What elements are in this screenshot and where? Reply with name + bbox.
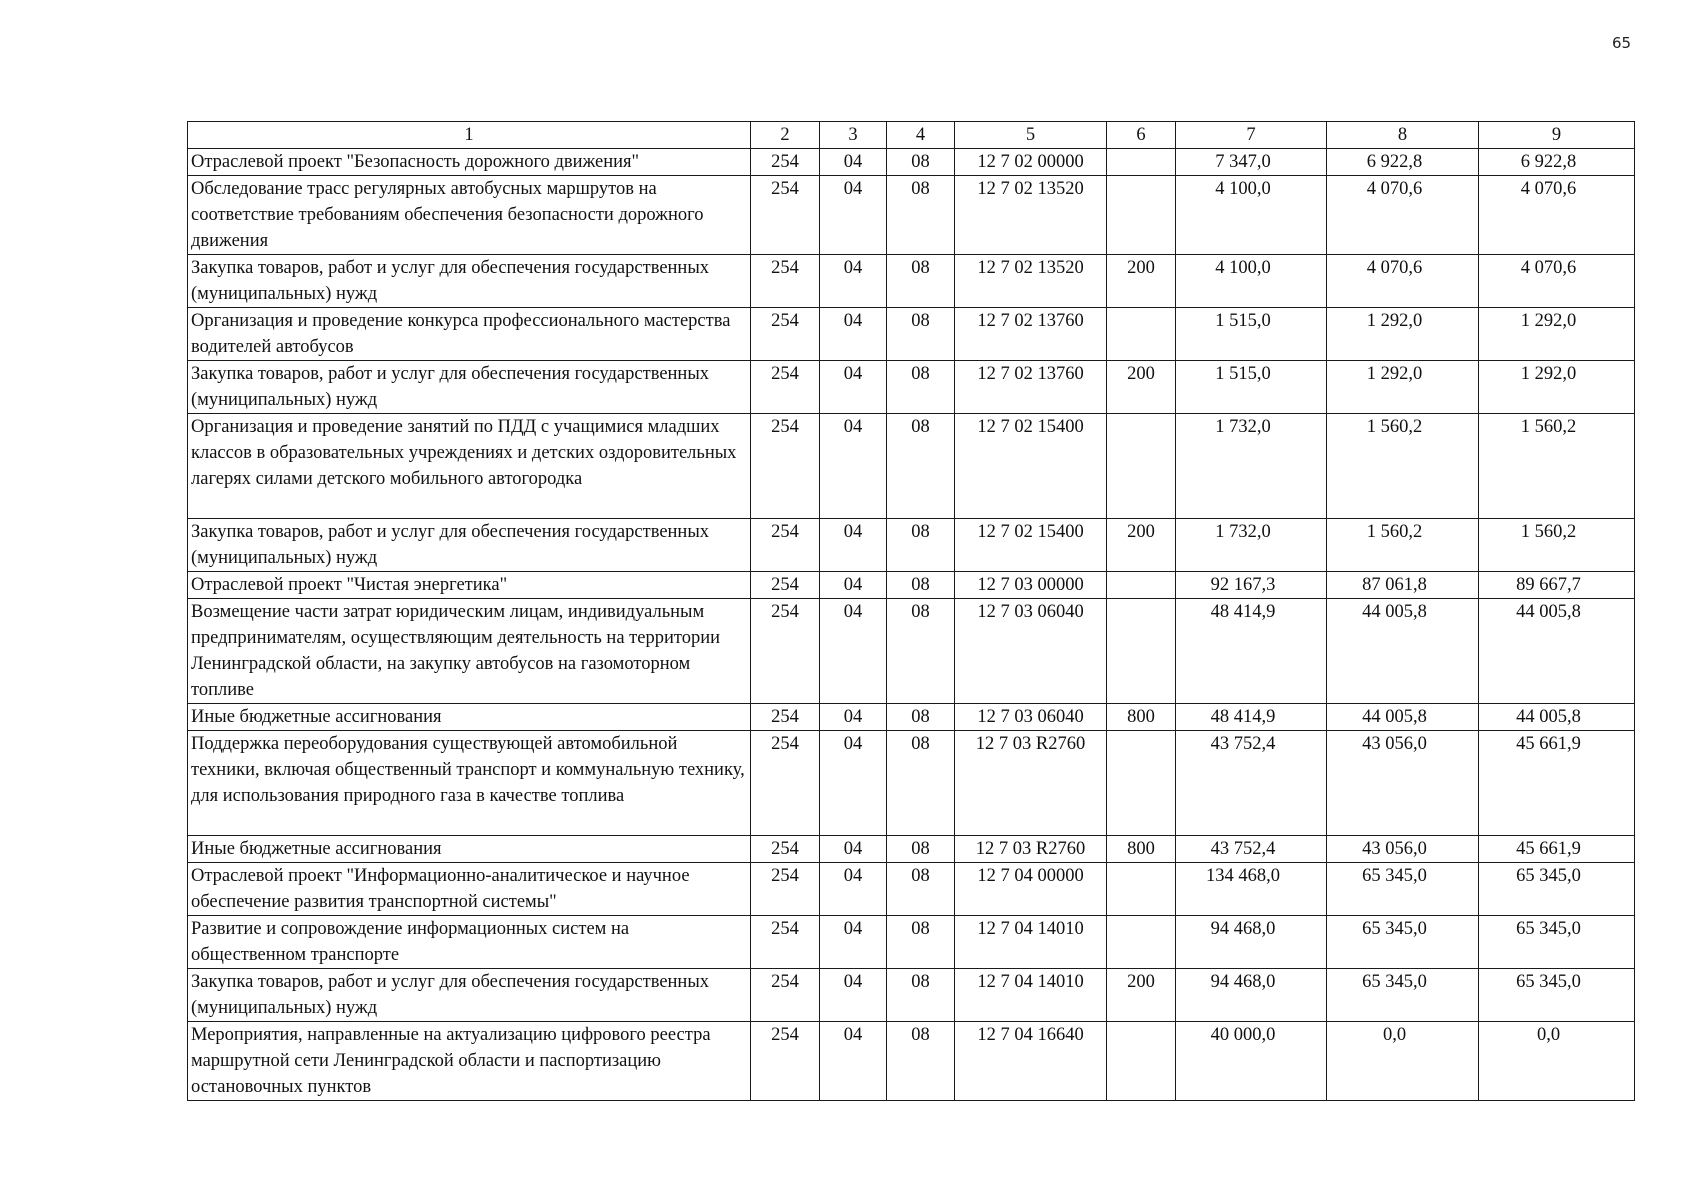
target-article-code: 12 7 03 R2760 bbox=[955, 836, 1107, 863]
expense-type-code bbox=[1107, 308, 1176, 361]
item-name: Отраслевой проект "Информационно-аналитическое и научное обеспечение развития транспортной системы" bbox=[188, 863, 751, 916]
amount-col9: 1 560,2 bbox=[1479, 519, 1635, 572]
table-row bbox=[188, 863, 1635, 916]
table-row bbox=[188, 572, 1635, 599]
section-code: 04 bbox=[820, 149, 887, 176]
amount-col9: 4 070,6 bbox=[1479, 176, 1635, 255]
column-header: 6 bbox=[1107, 122, 1176, 149]
amount-col8: 1 292,0 bbox=[1327, 308, 1479, 361]
page-number: 65 bbox=[1612, 34, 1632, 52]
subsection-code: 08 bbox=[887, 255, 955, 308]
ministry-code: 254 bbox=[751, 519, 820, 572]
item-name: Закупка товаров, работ и услуг для обеспечения государственных (муниципальных) нужд bbox=[188, 255, 751, 308]
target-article-code: 12 7 02 13520 bbox=[955, 255, 1107, 308]
ministry-code: 254 bbox=[751, 916, 820, 969]
table-row bbox=[188, 149, 1635, 176]
item-name: Закупка товаров, работ и услуг для обеспечения государственных (муниципальных) нужд bbox=[188, 519, 751, 572]
subsection-code: 08 bbox=[887, 519, 955, 572]
column-header: 9 bbox=[1479, 122, 1635, 149]
amount-col8: 65 345,0 bbox=[1327, 863, 1479, 916]
ministry-code: 254 bbox=[751, 572, 820, 599]
target-article-code: 12 7 02 13760 bbox=[955, 308, 1107, 361]
subsection-code: 08 bbox=[887, 731, 955, 836]
section-code: 04 bbox=[820, 916, 887, 969]
amount-col9: 65 345,0 bbox=[1479, 863, 1635, 916]
amount-col8: 44 005,8 bbox=[1327, 704, 1479, 731]
item-name: Отраслевой проект "Чистая энергетика" bbox=[188, 572, 751, 599]
section-code: 04 bbox=[820, 731, 887, 836]
expense-type-code bbox=[1107, 863, 1176, 916]
section-code: 04 bbox=[820, 519, 887, 572]
item-name: Иные бюджетные ассигнования bbox=[188, 836, 751, 863]
column-header: 7 bbox=[1176, 122, 1327, 149]
item-name: Иные бюджетные ассигнования bbox=[188, 704, 751, 731]
ministry-code: 254 bbox=[751, 308, 820, 361]
table-row bbox=[188, 519, 1635, 572]
target-article-code: 12 7 04 14010 bbox=[955, 969, 1107, 1022]
ministry-code: 254 bbox=[751, 836, 820, 863]
subsection-code: 08 bbox=[887, 308, 955, 361]
section-code: 04 bbox=[820, 969, 887, 1022]
table-row bbox=[188, 414, 1635, 519]
amount-col9: 1 560,2 bbox=[1479, 414, 1635, 519]
amount-col8: 6 922,8 bbox=[1327, 149, 1479, 176]
section-code: 04 bbox=[820, 414, 887, 519]
subsection-code: 08 bbox=[887, 969, 955, 1022]
target-article-code: 12 7 02 13760 bbox=[955, 361, 1107, 414]
subsection-code: 08 bbox=[887, 572, 955, 599]
table-row bbox=[188, 255, 1635, 308]
expense-type-code: 200 bbox=[1107, 969, 1176, 1022]
amount-col7: 1 515,0 bbox=[1176, 308, 1327, 361]
amount-col7: 1 515,0 bbox=[1176, 361, 1327, 414]
column-header: 1 bbox=[188, 122, 751, 149]
section-code: 04 bbox=[820, 572, 887, 599]
target-article-code: 12 7 03 00000 bbox=[955, 572, 1107, 599]
expense-type-code bbox=[1107, 731, 1176, 836]
amount-col8: 65 345,0 bbox=[1327, 969, 1479, 1022]
item-name: Возмещение части затрат юридическим лицам, индивидуальным предпринимателям, осуществляющим деятельность на территории Ленинградской области, на закупку автобусов на газомоторном топливе bbox=[188, 599, 751, 704]
ministry-code: 254 bbox=[751, 1022, 820, 1101]
subsection-code: 08 bbox=[887, 1022, 955, 1101]
table-row bbox=[188, 361, 1635, 414]
expense-type-code bbox=[1107, 176, 1176, 255]
subsection-code: 08 bbox=[887, 149, 955, 176]
amount-col9: 45 661,9 bbox=[1479, 731, 1635, 836]
ministry-code: 254 bbox=[751, 255, 820, 308]
target-article-code: 12 7 02 00000 bbox=[955, 149, 1107, 176]
table-row bbox=[188, 836, 1635, 863]
expense-type-code bbox=[1107, 1022, 1176, 1101]
subsection-code: 08 bbox=[887, 599, 955, 704]
ministry-code: 254 bbox=[751, 176, 820, 255]
expense-type-code: 800 bbox=[1107, 836, 1176, 863]
amount-col9: 65 345,0 bbox=[1479, 969, 1635, 1022]
ministry-code: 254 bbox=[751, 863, 820, 916]
column-header: 8 bbox=[1327, 122, 1479, 149]
header-row bbox=[188, 122, 1635, 149]
item-name: Обследование трасс регулярных автобусных маршрутов на соответствие требованиям обеспечения безопасности дорожного движения bbox=[188, 176, 751, 255]
amount-col9: 44 005,8 bbox=[1479, 599, 1635, 704]
table-row bbox=[188, 599, 1635, 704]
amount-col8: 43 056,0 bbox=[1327, 731, 1479, 836]
expense-type-code bbox=[1107, 414, 1176, 519]
amount-col9: 4 070,6 bbox=[1479, 255, 1635, 308]
subsection-code: 08 bbox=[887, 863, 955, 916]
target-article-code: 12 7 02 15400 bbox=[955, 519, 1107, 572]
section-code: 04 bbox=[820, 836, 887, 863]
table-row bbox=[188, 731, 1635, 836]
item-name: Развитие и сопровождение информационных систем на общественном транспорте bbox=[188, 916, 751, 969]
item-name: Организация и проведение занятий по ПДД с учащимися младших классов в образовательных учреждениях и детских оздоровительных лагерях силами детского мобильного автогородка bbox=[188, 414, 751, 519]
table-row bbox=[188, 308, 1635, 361]
section-code: 04 bbox=[820, 1022, 887, 1101]
amount-col7: 1 732,0 bbox=[1176, 414, 1327, 519]
subsection-code: 08 bbox=[887, 704, 955, 731]
amount-col8: 1 292,0 bbox=[1327, 361, 1479, 414]
expense-type-code: 200 bbox=[1107, 519, 1176, 572]
target-article-code: 12 7 04 00000 bbox=[955, 863, 1107, 916]
section-code: 04 bbox=[820, 704, 887, 731]
expense-type-code bbox=[1107, 149, 1176, 176]
amount-col7: 43 752,4 bbox=[1176, 731, 1327, 836]
amount-col8: 65 345,0 bbox=[1327, 916, 1479, 969]
column-header: 4 bbox=[887, 122, 955, 149]
amount-col9: 0,0 bbox=[1479, 1022, 1635, 1101]
expense-type-code: 200 bbox=[1107, 255, 1176, 308]
section-code: 04 bbox=[820, 176, 887, 255]
target-article-code: 12 7 03 06040 bbox=[955, 599, 1107, 704]
subsection-code: 08 bbox=[887, 916, 955, 969]
amount-col9: 45 661,9 bbox=[1479, 836, 1635, 863]
ministry-code: 254 bbox=[751, 969, 820, 1022]
ministry-code: 254 bbox=[751, 414, 820, 519]
table-row bbox=[188, 1022, 1635, 1101]
expense-type-code bbox=[1107, 599, 1176, 704]
amount-col8: 43 056,0 bbox=[1327, 836, 1479, 863]
section-code: 04 bbox=[820, 308, 887, 361]
ministry-code: 254 bbox=[751, 704, 820, 731]
ministry-code: 254 bbox=[751, 731, 820, 836]
amount-col8: 1 560,2 bbox=[1327, 414, 1479, 519]
amount-col8: 1 560,2 bbox=[1327, 519, 1479, 572]
item-name: Закупка товаров, работ и услуг для обеспечения государственных (муниципальных) нужд bbox=[188, 361, 751, 414]
amount-col8: 4 070,6 bbox=[1327, 255, 1479, 308]
amount-col7: 94 468,0 bbox=[1176, 969, 1327, 1022]
expense-type-code bbox=[1107, 916, 1176, 969]
expense-type-code: 200 bbox=[1107, 361, 1176, 414]
amount-col7: 43 752,4 bbox=[1176, 836, 1327, 863]
amount-col7: 92 167,3 bbox=[1176, 572, 1327, 599]
amount-col7: 4 100,0 bbox=[1176, 255, 1327, 308]
column-header: 2 bbox=[751, 122, 820, 149]
amount-col7: 1 732,0 bbox=[1176, 519, 1327, 572]
column-header: 3 bbox=[820, 122, 887, 149]
table-row bbox=[188, 916, 1635, 969]
amount-col8: 4 070,6 bbox=[1327, 176, 1479, 255]
amount-col9: 65 345,0 bbox=[1479, 916, 1635, 969]
item-name: Закупка товаров, работ и услуг для обеспечения государственных (муниципальных) нужд bbox=[188, 969, 751, 1022]
amount-col7: 40 000,0 bbox=[1176, 1022, 1327, 1101]
ministry-code: 254 bbox=[751, 361, 820, 414]
amount-col8: 87 061,8 bbox=[1327, 572, 1479, 599]
item-name: Поддержка переоборудования существующей автомобильной техники, включая общественный транспорт и коммунальную технику, для использования природного газа в качестве топлива bbox=[188, 731, 751, 836]
amount-col9: 6 922,8 bbox=[1479, 149, 1635, 176]
amount-col8: 0,0 bbox=[1327, 1022, 1479, 1101]
column-header: 5 bbox=[955, 122, 1107, 149]
expense-type-code bbox=[1107, 572, 1176, 599]
amount-col7: 134 468,0 bbox=[1176, 863, 1327, 916]
target-article-code: 12 7 02 13520 bbox=[955, 176, 1107, 255]
amount-col8: 44 005,8 bbox=[1327, 599, 1479, 704]
target-article-code: 12 7 04 14010 bbox=[955, 916, 1107, 969]
amount-col7: 4 100,0 bbox=[1176, 176, 1327, 255]
item-name: Организация и проведение конкурса профессионального мастерства водителей автобусов bbox=[188, 308, 751, 361]
amount-col9: 89 667,7 bbox=[1479, 572, 1635, 599]
section-code: 04 bbox=[820, 863, 887, 916]
section-code: 04 bbox=[820, 361, 887, 414]
subsection-code: 08 bbox=[887, 836, 955, 863]
ministry-code: 254 bbox=[751, 149, 820, 176]
section-code: 04 bbox=[820, 255, 887, 308]
section-code: 04 bbox=[820, 599, 887, 704]
item-name: Отраслевой проект "Безопасность дорожного движения" bbox=[188, 149, 751, 176]
target-article-code: 12 7 02 15400 bbox=[955, 414, 1107, 519]
amount-col7: 7 347,0 bbox=[1176, 149, 1327, 176]
expense-type-code: 800 bbox=[1107, 704, 1176, 731]
subsection-code: 08 bbox=[887, 176, 955, 255]
subsection-code: 08 bbox=[887, 414, 955, 519]
amount-col9: 1 292,0 bbox=[1479, 361, 1635, 414]
budget-table bbox=[187, 121, 1635, 1101]
table-row bbox=[188, 176, 1635, 255]
amount-col9: 1 292,0 bbox=[1479, 308, 1635, 361]
table-row bbox=[188, 704, 1635, 731]
table-row bbox=[188, 969, 1635, 1022]
amount-col7: 94 468,0 bbox=[1176, 916, 1327, 969]
target-article-code: 12 7 04 16640 bbox=[955, 1022, 1107, 1101]
target-article-code: 12 7 03 R2760 bbox=[955, 731, 1107, 836]
amount-col9: 44 005,8 bbox=[1479, 704, 1635, 731]
amount-col7: 48 414,9 bbox=[1176, 599, 1327, 704]
subsection-code: 08 bbox=[887, 361, 955, 414]
item-name: Мероприятия, направленные на актуализацию цифрового реестра маршрутной сети Ленинградской области и паспортизацию остановочных пунктов bbox=[188, 1022, 751, 1101]
ministry-code: 254 bbox=[751, 599, 820, 704]
amount-col7: 48 414,9 bbox=[1176, 704, 1327, 731]
target-article-code: 12 7 03 06040 bbox=[955, 704, 1107, 731]
